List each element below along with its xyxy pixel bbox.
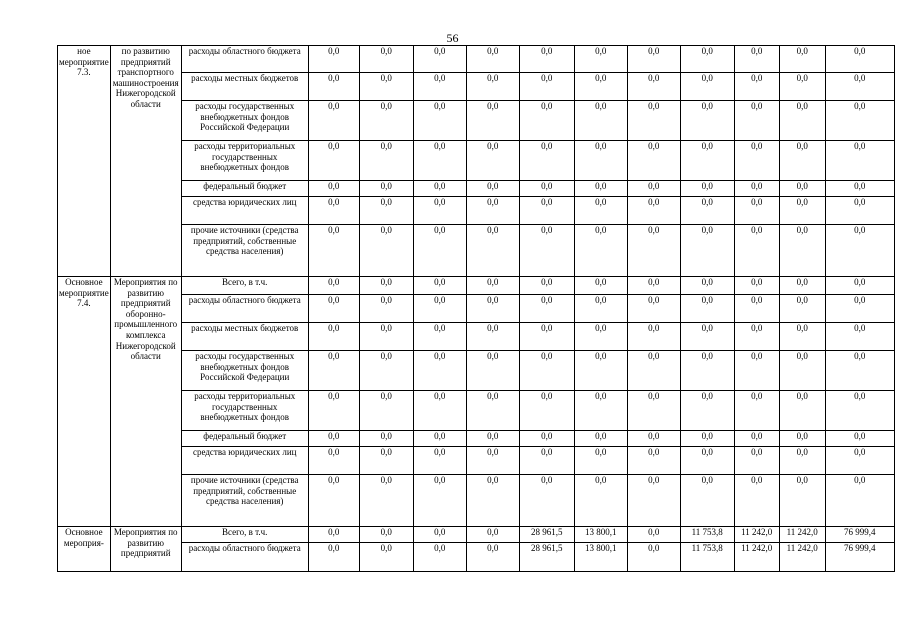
amount-cell: 0,0: [734, 141, 779, 181]
amount-cell: 0,0: [466, 527, 519, 543]
amount-cell: 0,0: [359, 73, 413, 101]
amount-cell: 0,0: [466, 447, 519, 475]
amount-cell: 0,0: [519, 197, 574, 225]
amount-cell: 0,0: [627, 73, 680, 101]
amount-cell: 0,0: [779, 295, 825, 323]
amount-cell: 0,0: [466, 101, 519, 141]
amount-cell: 0,0: [627, 447, 680, 475]
amount-cell: 0,0: [359, 181, 413, 197]
amount-cell: 0,0: [466, 141, 519, 181]
amount-cell: 0,0: [574, 475, 627, 527]
amount-cell: 0,0: [413, 181, 466, 197]
amount-cell: 0,0: [574, 323, 627, 351]
amount-cell: 0,0: [734, 277, 779, 295]
amount-cell: 0,0: [519, 323, 574, 351]
table-row: [58, 527, 895, 543]
amount-cell: 11 242,0: [734, 527, 779, 543]
table-row: [58, 73, 895, 101]
amount-cell: 0,0: [627, 197, 680, 225]
amount-cell: 0,0: [734, 391, 779, 431]
amount-cell: 0,0: [574, 351, 627, 391]
activity-code: ное мероприятие 7.3.: [58, 46, 111, 277]
amount-cell: 0,0: [308, 543, 359, 572]
funding-source: расходы государственных внебюджетных фондов Российской Федерации: [181, 101, 308, 141]
amount-cell: 0,0: [519, 101, 574, 141]
amount-cell: 76 999,4: [825, 527, 894, 543]
activity-code: Основное мероприятие 7.4.: [58, 277, 111, 527]
amount-cell: 0,0: [466, 323, 519, 351]
funding-source: Всего, в т.ч.: [181, 277, 308, 295]
amount-cell: 0,0: [359, 46, 413, 73]
funding-source: средства юридических лиц: [181, 197, 308, 225]
amount-cell: 0,0: [466, 351, 519, 391]
amount-cell: 0,0: [413, 431, 466, 447]
amount-cell: 0,0: [627, 181, 680, 197]
amount-cell: 0,0: [734, 447, 779, 475]
amount-cell: 0,0: [359, 225, 413, 277]
amount-cell: 0,0: [413, 527, 466, 543]
amount-cell: 0,0: [627, 391, 680, 431]
amount-cell: 0,0: [825, 225, 894, 277]
amount-cell: 0,0: [308, 431, 359, 447]
amount-cell: 0,0: [734, 73, 779, 101]
amount-cell: 0,0: [308, 225, 359, 277]
amount-cell: 0,0: [779, 475, 825, 527]
amount-cell: 0,0: [308, 46, 359, 73]
amount-cell: 0,0: [308, 141, 359, 181]
amount-cell: 0,0: [779, 391, 825, 431]
amount-cell: 0,0: [519, 73, 574, 101]
amount-cell: 0,0: [413, 197, 466, 225]
funding-source: расходы местных бюджетов: [181, 323, 308, 351]
amount-cell: 0,0: [359, 351, 413, 391]
table-row: [58, 431, 895, 447]
amount-cell: 0,0: [627, 527, 680, 543]
amount-cell: 0,0: [627, 277, 680, 295]
amount-cell: 0,0: [627, 141, 680, 181]
funding-source: прочие источники (средства предприятий, собственные средства населения): [181, 225, 308, 277]
amount-cell: 0,0: [680, 141, 734, 181]
funding-source: прочие источники (средства предприятий, собственные средства населения): [181, 475, 308, 527]
amount-cell: 0,0: [466, 277, 519, 295]
amount-cell: 0,0: [359, 141, 413, 181]
amount-cell: 0,0: [779, 181, 825, 197]
funding-source: федеральный бюджет: [181, 181, 308, 197]
amount-cell: 0,0: [519, 391, 574, 431]
amount-cell: 0,0: [627, 323, 680, 351]
amount-cell: 0,0: [413, 101, 466, 141]
funding-source: расходы областного бюджета: [181, 46, 308, 73]
funding-source: расходы территориальных государственных внебюджетных фондов: [181, 141, 308, 181]
amount-cell: 0,0: [519, 431, 574, 447]
amount-cell: 0,0: [734, 225, 779, 277]
amount-cell: 11 242,0: [779, 543, 825, 572]
funding-source: расходы территориальных государственных внебюджетных фондов: [181, 391, 308, 431]
amount-cell: 0,0: [779, 431, 825, 447]
amount-cell: 0,0: [519, 225, 574, 277]
funding-source: расходы государственных внебюджетных фондов Российской Федерации: [181, 351, 308, 391]
amount-cell: 0,0: [359, 447, 413, 475]
amount-cell: 0,0: [734, 101, 779, 141]
amount-cell: 0,0: [519, 141, 574, 181]
amount-cell: 0,0: [308, 197, 359, 225]
amount-cell: 0,0: [466, 295, 519, 323]
amount-cell: 0,0: [825, 197, 894, 225]
amount-cell: 0,0: [680, 101, 734, 141]
amount-cell: 0,0: [359, 101, 413, 141]
amount-cell: 0,0: [519, 351, 574, 391]
amount-cell: 76 999,4: [825, 543, 894, 572]
amount-cell: 28 961,5: [519, 543, 574, 572]
funding-source: федеральный бюджет: [181, 431, 308, 447]
amount-cell: 0,0: [680, 73, 734, 101]
amount-cell: 0,0: [574, 277, 627, 295]
amount-cell: 0,0: [359, 431, 413, 447]
amount-cell: 0,0: [779, 197, 825, 225]
activity-name: по развитию предприятий транспортного машиностроения Нижегородской области: [110, 46, 181, 277]
amount-cell: 0,0: [680, 323, 734, 351]
funding-source: расходы областного бюджета: [181, 295, 308, 323]
amount-cell: 0,0: [680, 295, 734, 323]
amount-cell: 0,0: [825, 181, 894, 197]
amount-cell: 0,0: [779, 73, 825, 101]
amount-cell: 0,0: [413, 141, 466, 181]
table-row: [58, 543, 895, 572]
amount-cell: 0,0: [779, 101, 825, 141]
amount-cell: 0,0: [359, 391, 413, 431]
amount-cell: 0,0: [519, 46, 574, 73]
amount-cell: 0,0: [627, 431, 680, 447]
amount-cell: 0,0: [308, 277, 359, 295]
amount-cell: 0,0: [825, 295, 894, 323]
amount-cell: 11 242,0: [779, 527, 825, 543]
amount-cell: 0,0: [308, 73, 359, 101]
funding-source: расходы областного бюджета: [181, 543, 308, 572]
funding-source: средства юридических лиц: [181, 447, 308, 475]
amount-cell: 0,0: [734, 197, 779, 225]
amount-cell: 0,0: [825, 141, 894, 181]
table-row: [58, 197, 895, 225]
amount-cell: 11 753,8: [680, 527, 734, 543]
amount-cell: 0,0: [308, 181, 359, 197]
amount-cell: 0,0: [574, 295, 627, 323]
amount-cell: 0,0: [574, 46, 627, 73]
amount-cell: 0,0: [466, 181, 519, 197]
amount-cell: 0,0: [359, 277, 413, 295]
amount-cell: 0,0: [779, 277, 825, 295]
amount-cell: 0,0: [519, 181, 574, 197]
budget-table: [57, 45, 895, 572]
table-row: [58, 181, 895, 197]
amount-cell: 0,0: [627, 351, 680, 391]
amount-cell: 0,0: [627, 543, 680, 572]
amount-cell: 0,0: [574, 391, 627, 431]
funding-source: Всего, в т.ч.: [181, 527, 308, 543]
amount-cell: 0,0: [825, 475, 894, 527]
amount-cell: 0,0: [574, 101, 627, 141]
amount-cell: 0,0: [308, 351, 359, 391]
amount-cell: 0,0: [413, 277, 466, 295]
amount-cell: 0,0: [413, 351, 466, 391]
amount-cell: 0,0: [574, 141, 627, 181]
amount-cell: 0,0: [413, 225, 466, 277]
amount-cell: 0,0: [825, 277, 894, 295]
table-row: [58, 277, 895, 295]
table-row: [58, 295, 895, 323]
amount-cell: 0,0: [519, 475, 574, 527]
amount-cell: 0,0: [574, 73, 627, 101]
amount-cell: 0,0: [308, 323, 359, 351]
amount-cell: 0,0: [519, 447, 574, 475]
amount-cell: 0,0: [627, 475, 680, 527]
amount-cell: 0,0: [308, 295, 359, 323]
amount-cell: 0,0: [413, 543, 466, 572]
amount-cell: 0,0: [574, 181, 627, 197]
amount-cell: 0,0: [466, 225, 519, 277]
activity-code: Основное мероприя-: [58, 527, 111, 572]
amount-cell: 0,0: [574, 197, 627, 225]
table-row: [58, 351, 895, 391]
amount-cell: 0,0: [825, 101, 894, 141]
amount-cell: 0,0: [680, 475, 734, 527]
table-row: [58, 101, 895, 141]
page-number: 56: [446, 31, 459, 45]
amount-cell: 0,0: [680, 197, 734, 225]
amount-cell: 0,0: [825, 73, 894, 101]
amount-cell: 0,0: [825, 431, 894, 447]
amount-cell: 0,0: [627, 225, 680, 277]
funding-source: расходы местных бюджетов: [181, 73, 308, 101]
amount-cell: 0,0: [627, 101, 680, 141]
amount-cell: 0,0: [413, 73, 466, 101]
table-row: [58, 475, 895, 527]
amount-cell: 0,0: [734, 475, 779, 527]
amount-cell: 11 242,0: [734, 543, 779, 572]
amount-cell: 0,0: [680, 46, 734, 73]
amount-cell: 0,0: [413, 447, 466, 475]
amount-cell: 0,0: [779, 323, 825, 351]
amount-cell: 13 800,1: [574, 527, 627, 543]
table-row: [58, 225, 895, 277]
amount-cell: 0,0: [466, 543, 519, 572]
amount-cell: 11 753,8: [680, 543, 734, 572]
amount-cell: 0,0: [359, 527, 413, 543]
amount-cell: 0,0: [779, 351, 825, 391]
amount-cell: 0,0: [308, 475, 359, 527]
amount-cell: 0,0: [359, 197, 413, 225]
amount-cell: 0,0: [825, 351, 894, 391]
amount-cell: 0,0: [779, 447, 825, 475]
amount-cell: 0,0: [308, 447, 359, 475]
amount-cell: 0,0: [359, 323, 413, 351]
table-row: [58, 323, 895, 351]
amount-cell: 0,0: [825, 391, 894, 431]
amount-cell: 0,0: [680, 351, 734, 391]
amount-cell: 0,0: [466, 197, 519, 225]
amount-cell: 0,0: [627, 46, 680, 73]
amount-cell: 0,0: [308, 391, 359, 431]
amount-cell: 0,0: [466, 431, 519, 447]
amount-cell: 0,0: [413, 475, 466, 527]
amount-cell: 0,0: [825, 447, 894, 475]
amount-cell: 0,0: [413, 295, 466, 323]
amount-cell: 0,0: [680, 431, 734, 447]
amount-cell: 0,0: [466, 73, 519, 101]
amount-cell: 0,0: [308, 527, 359, 543]
amount-cell: 0,0: [627, 295, 680, 323]
amount-cell: 0,0: [359, 543, 413, 572]
amount-cell: 0,0: [574, 225, 627, 277]
amount-cell: 0,0: [734, 46, 779, 73]
amount-cell: 0,0: [680, 277, 734, 295]
amount-cell: 0,0: [734, 181, 779, 197]
amount-cell: 0,0: [359, 475, 413, 527]
amount-cell: 0,0: [734, 351, 779, 391]
amount-cell: 0,0: [734, 295, 779, 323]
amount-cell: 0,0: [779, 141, 825, 181]
amount-cell: 0,0: [413, 46, 466, 73]
budget-table-body: [58, 46, 895, 572]
amount-cell: 0,0: [466, 475, 519, 527]
amount-cell: 0,0: [680, 181, 734, 197]
table-row: [58, 447, 895, 475]
amount-cell: 0,0: [779, 46, 825, 73]
amount-cell: 0,0: [413, 391, 466, 431]
table-row: [58, 141, 895, 181]
table-row: [58, 46, 895, 73]
amount-cell: 0,0: [574, 431, 627, 447]
amount-cell: 0,0: [308, 101, 359, 141]
amount-cell: 0,0: [413, 323, 466, 351]
amount-cell: 0,0: [779, 225, 825, 277]
table-row: [58, 391, 895, 431]
amount-cell: 0,0: [825, 323, 894, 351]
amount-cell: 0,0: [519, 277, 574, 295]
amount-cell: 0,0: [825, 46, 894, 73]
amount-cell: 0,0: [680, 225, 734, 277]
amount-cell: 0,0: [574, 447, 627, 475]
amount-cell: 0,0: [519, 295, 574, 323]
amount-cell: 0,0: [680, 391, 734, 431]
amount-cell: 0,0: [680, 447, 734, 475]
amount-cell: 0,0: [466, 46, 519, 73]
activity-name: Мероприятия по развитию предприятий оборонно-промышленного комплекса Нижегородской области: [110, 277, 181, 527]
amount-cell: 28 961,5: [519, 527, 574, 543]
amount-cell: 0,0: [734, 431, 779, 447]
amount-cell: 0,0: [359, 295, 413, 323]
amount-cell: 0,0: [466, 391, 519, 431]
amount-cell: 0,0: [734, 323, 779, 351]
activity-name: Мероприятия по развитию предприятий: [110, 527, 181, 572]
amount-cell: 13 800,1: [574, 543, 627, 572]
